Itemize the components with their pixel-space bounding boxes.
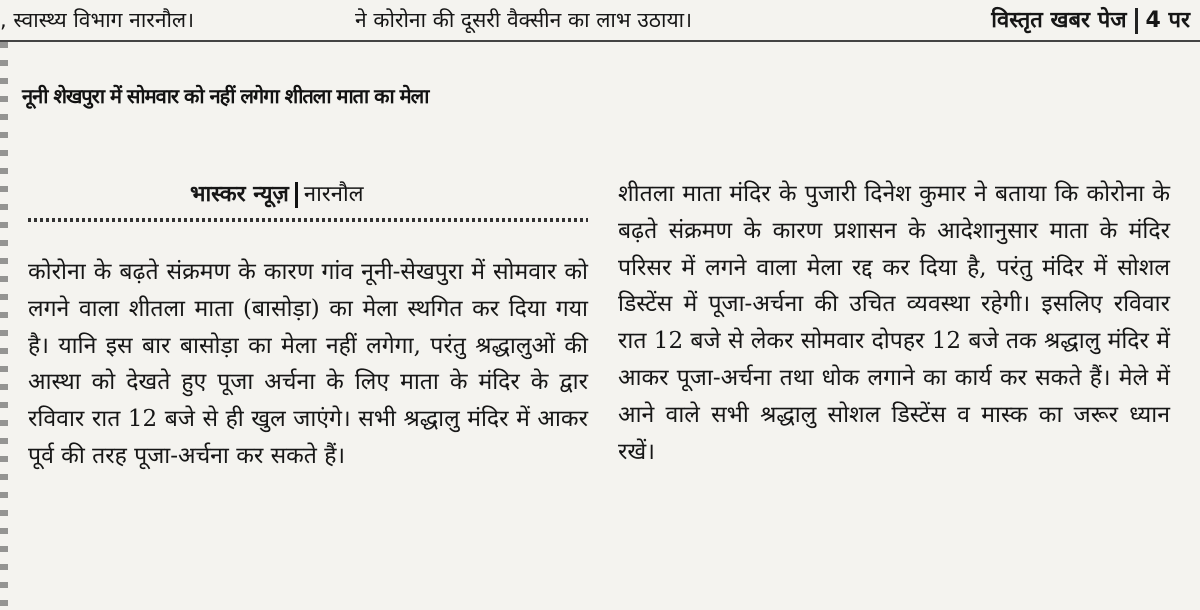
article-column-right	[618, 176, 1170, 470]
byline-city: नारनौल	[303, 182, 364, 207]
left-column-text: कोरोना के बढ़ते संक्रमण के कारण गांव नूनी-सेखपुरा में सोमवार को लगने वाला शीतला माता (बासोड़ा) का मेला स्थगित कर दिया गया है। यानि इस बार बासोड़ा का मेला नहीं लगेगा, परंतु श्रद्धालुओं की आस्था को देखते हुए पूजा अर्चना के लिए माता के मंदिर के द्वार रविवार रात 12 बजे से ही खुल जाएंगे। सभी श्रद्धालु मंदिर में आकर पूर्व की तरह पूजा-अर्चना कर सकते हैं।	[28, 259, 588, 469]
left-margin-edge	[0, 42, 8, 610]
section-label: विस्तृत खबर पेज	[991, 8, 1127, 33]
neighbor-story-tail: ने कोरोना की दूसरी वैक्सीन का लाभ उठाया।	[355, 8, 693, 32]
continuation-note	[991, 4, 1190, 34]
previous-story-tail: , स्वास्थ्य विभाग नारनौल।	[0, 8, 195, 32]
right-column-text: शीतला माता मंदिर के पुजारी दिनेश कुमार ने बताया कि कोरोना के बढ़ते संक्रमण के कारण प्रशासन के आदेशानुसार माता के मंदिर परिसर में लगने वाला मेला रद्द कर दिया है, परंतु मंदिर में सोशल डिस्टेंस में पूजा-अर्चना की उचित व्यवस्था रहेगी। इसलिए रविवार रात 12 बजे से लेकर सोमवार दोपहर 12 बजे तक श्रद्धालु मंदिर में आकर पूजा-अर्चना तथा धोक लगाने का कार्य कर सकते हैं। मेले में आने वाले सभी श्रद्धालु सोशल डिस्टेंस व मास्क का जरूर ध्यान रखें।	[618, 181, 1170, 465]
byline	[190, 178, 364, 208]
top-divider	[0, 40, 1200, 42]
divider	[1135, 8, 1138, 34]
article-column-left	[28, 254, 588, 475]
byline-rule	[28, 218, 588, 222]
byline-source: भास्कर न्यूज़	[190, 182, 289, 207]
top-strip	[0, 0, 1200, 40]
byline-divider	[295, 182, 298, 208]
article-headline: नूनी शेखपुरा में सोमवार को नहीं लगेगा शीतला माता का मेला	[22, 84, 429, 108]
page-reference: 4 पर	[1145, 8, 1190, 33]
